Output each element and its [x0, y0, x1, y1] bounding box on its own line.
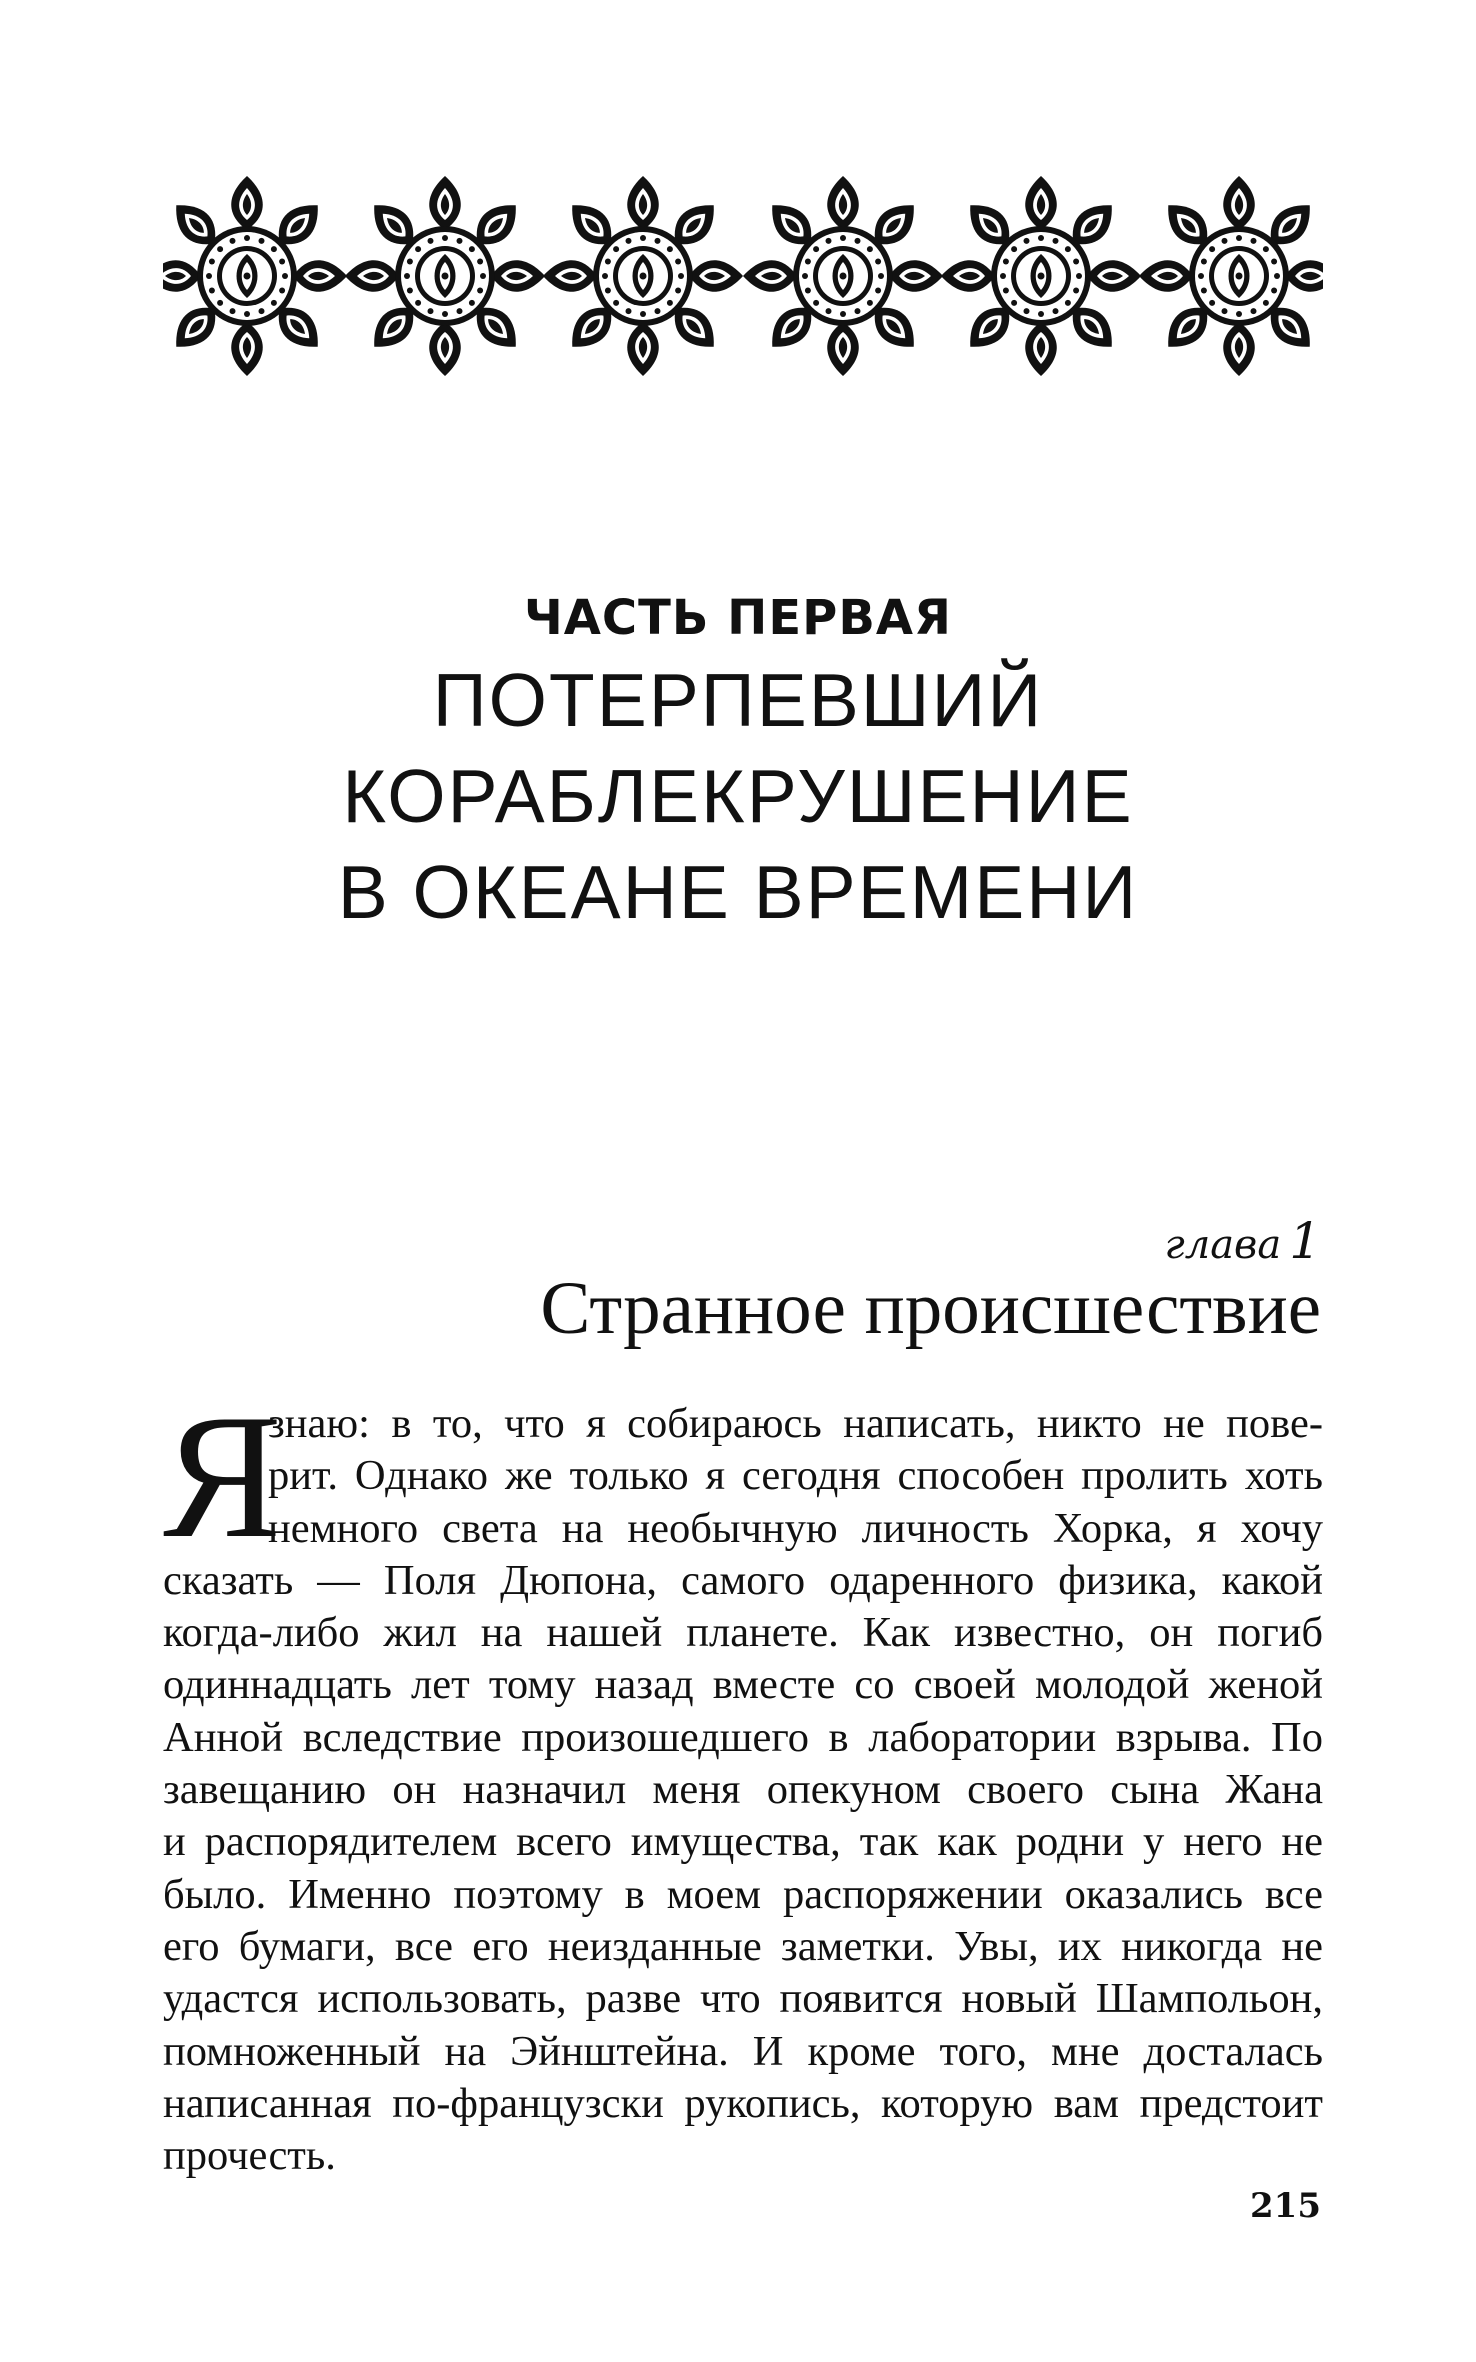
- text-line: помноженный на Эйнштейна. И кроме того, мне досталась: [163, 2027, 1323, 2075]
- text-line: завещанию он назначил меня опекуном своего сына Жана: [163, 1766, 1323, 1814]
- drop-cap: Я: [163, 1377, 282, 1575]
- part-label: ЧАСТЬ ПЕРВАЯ: [523, 590, 953, 646]
- mandala-flower-icon: [941, 176, 1141, 376]
- body-paragraph: [163, 1377, 1323, 2182]
- part-title-line: КОРАБЛЕКРУШЕНИЕ: [342, 754, 1134, 838]
- mandala-flower-icon: [743, 176, 943, 376]
- text-line: знаю: в то, что я собираюсь написать, никто не пове-: [268, 1400, 1323, 1447]
- ornament-border: [163, 172, 1323, 380]
- text-line: прочесть.: [163, 2132, 336, 2180]
- text-line: было. Именно поэтому в моем распоряжении оказались все: [163, 1870, 1323, 1918]
- mandala-flower-icon: [543, 176, 743, 376]
- text-line: рит. Однако же только я сегодня способен пролить хоть: [268, 1452, 1323, 1500]
- text-line: сказать — Поля Дюпона, самого одаренного физика, какой: [163, 1556, 1323, 1604]
- part-title-line: В ОКЕАНЕ ВРЕМЕНИ: [337, 850, 1139, 934]
- text-line: немного света на необычную личность Хорка, я хочу: [268, 1504, 1323, 1552]
- text-line: написанная по-французски рукопись, которую вам предстоит: [163, 2079, 1323, 2127]
- chapter-label: глава: [1164, 1222, 1282, 1268]
- text-line: одиннадцать лет тому назад вместе со своей молодой женой: [163, 1661, 1323, 1709]
- text-line: когда-либо жил на нашей планете. Как известно, он погиб: [163, 1609, 1323, 1657]
- text-line: и распорядителем всего имущества, так как родни у него не: [163, 1818, 1323, 1866]
- text-line: его бумаги, все его неизданные заметки. Увы, их никогда не: [163, 1922, 1323, 1970]
- chapter-number: 1: [1289, 1212, 1321, 1270]
- part-title-line: ПОТЕРПЕВШИЙ: [432, 658, 1044, 742]
- text-line: Анной вследствие произошедшего в лаборатории взрыва. По: [163, 1713, 1323, 1761]
- chapter-heading: [1165, 1212, 1321, 1270]
- part-title: [0, 652, 1476, 940]
- page-number: 215: [1250, 2186, 1321, 2226]
- mandala-flower-icon: [345, 176, 545, 376]
- chapter-title: Странное происшествие: [540, 1267, 1321, 1350]
- mandala-flower-icon: [163, 176, 347, 376]
- mandala-flower-icon: [1139, 176, 1323, 376]
- text-line: удастся использовать, разве что появится новый Шампольон,: [163, 1975, 1323, 2023]
